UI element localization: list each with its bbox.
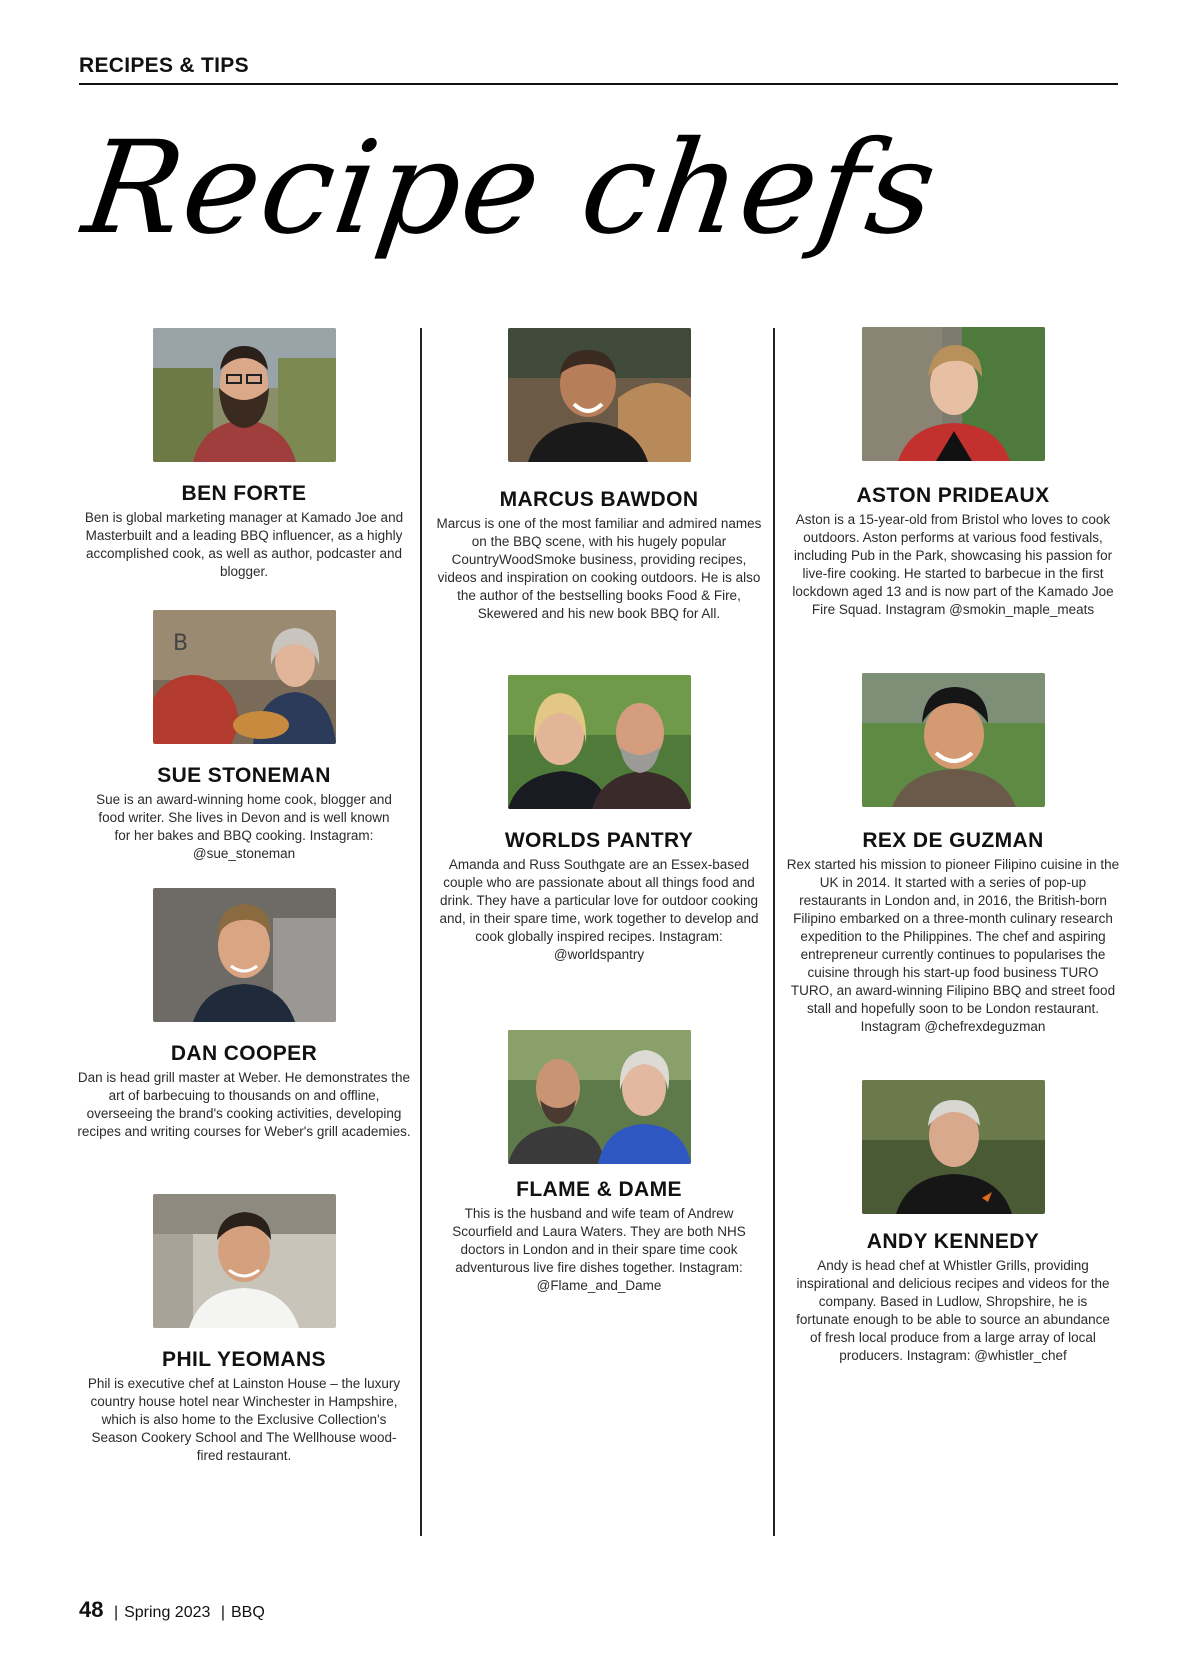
issue-label: Spring 2023 xyxy=(124,1604,211,1621)
chef-photo-ben-forte xyxy=(153,328,336,462)
chef-photo-marcus-bawdon xyxy=(508,328,691,462)
chef-photo-aston-prideaux xyxy=(862,327,1045,461)
chef-name: REX DE GUZMAN xyxy=(862,829,1044,852)
chef-bio: Dan is head grill master at Weber. He demonstrates the art of barbecuing to thousands on and offline, overseeing the brand's cooking activities, developing recipes and writing courses for Weber's grill academies. xyxy=(77,1070,411,1139)
chef-bio: Phil is executive chef at Lainston House – the luxury country house hotel near Winchester in Hampshire, which is also home to the Exclusive Collection's Season Cookery School and The Wellhouse wood-fired restaurant. xyxy=(87,1376,401,1463)
chef-bio: Amanda and Russ Southgate are an Essex-based couple who are passionate about all things food and drink. They have a particular love for outdoor cooking and, in their spare time, work together to develop and cook globally inspired recipes. Instagram: @worldspantry xyxy=(439,857,759,962)
footer-separator: | xyxy=(220,1604,225,1621)
chef-photo-andy-kennedy xyxy=(862,1080,1045,1214)
chef-photo-sue-stoneman xyxy=(153,610,336,744)
chef-bio: Ben is global marketing manager at Kamado Joe and Masterbuilt and a leading BBQ influencer, as a highly accomplished cook, as well as author, podcaster and blogger. xyxy=(84,510,404,579)
section-label: RECIPES & TIPS xyxy=(79,54,249,77)
chef-card-phil-yeomans xyxy=(73,1194,415,1465)
chef-name: FLAME & DAME xyxy=(516,1178,682,1201)
column-divider-left xyxy=(420,328,422,1536)
column-divider-right xyxy=(773,328,775,1536)
chef-bio: Rex started his mission to pioneer Filipino cuisine in the UK in 2014. It started with a series of pop-up restaurants in London and, in 2016, the British-born Filipino embarked on a three-month culinary research expedition to the Philippines. The chef and aspiring entrepreneur currently continues to popularises the cuisine through his start-up food business TURO TURO, an award-winning Filipino BBQ and street food stall and hopefully soon to be London restaurant. Instagram @chefrexdeguzman xyxy=(786,857,1120,1034)
chef-name: WORLDS PANTRY xyxy=(504,829,694,852)
chef-bio: Marcus is one of the most familiar and admired names on the BBQ scene, with his hugely popular CountryWoodSmoke business, providing recipes, videos and inspiration on cooking outdoors. He is also the author of the bestselling books Food & Fire, Skewered and his new book BBQ for All. xyxy=(436,516,762,621)
header-divider xyxy=(79,83,1118,85)
chef-name: SUE STONEMAN xyxy=(157,764,331,787)
chef-name: ASTON PRIDEAUX xyxy=(856,484,1050,507)
chef-name: DAN COOPER xyxy=(170,1042,318,1065)
page-footer xyxy=(79,1597,265,1623)
chef-photo-phil-yeomans xyxy=(153,1194,336,1328)
chef-photo-dan-cooper xyxy=(153,888,336,1022)
chef-bio: This is the husband and wife team of Andrew Scourfield and Laura Waters. They are both NHS doctors in London and in their spare time cook adventurous live fire dishes together. Instagram: @Flame_and_Dame xyxy=(452,1206,746,1293)
chef-bio: Andy is head chef at Whistler Grills, providing inspirational and delicious recipes and videos for the company. Based in Ludlow, Shropshire, he is fortunate enough to be able to source an abundance of fresh local produce from a large array of local producers. Instagram: @whistler_chef xyxy=(796,1258,1110,1363)
chef-name: ANDY KENNEDY xyxy=(866,1230,1040,1253)
footer-separator: | xyxy=(113,1604,119,1621)
chef-name: MARCUS BAWDON xyxy=(499,488,699,511)
chef-card-andy-kennedy xyxy=(782,1080,1124,1365)
chef-bio: Aston is a 15-year-old from Bristol who loves to cook outdoors. Aston performs at various food festivals, including Pub in the Park, showcasing his passion for live-fire cooking. He started to barbecue in the first lockdown aged 13 and is now part of the Kamado Joe Fire Squad. Instagram @smokin_maple_meats xyxy=(792,512,1114,617)
chef-card-worlds-pantry xyxy=(428,675,770,964)
chef-name: PHIL YEOMANS xyxy=(162,1348,326,1371)
magazine-name: BBQ xyxy=(231,1604,265,1621)
chef-bio: Sue is an award-winning home cook, blogger and food writer. She lives in Devon and is well known for her bakes and BBQ cooking. Instagram: @sue_stoneman xyxy=(96,792,392,861)
page-title: Recipe chefs xyxy=(75,114,947,263)
chef-photo-worlds-pantry xyxy=(508,675,691,809)
chef-photo-flame-and-dame xyxy=(508,1030,691,1164)
chef-card-ben-forte xyxy=(73,328,415,581)
chef-card-sue-stoneman xyxy=(73,610,415,863)
page-number: 48 xyxy=(79,1597,104,1622)
svg-text:B: B xyxy=(172,631,188,656)
chef-card-marcus-bawdon xyxy=(428,328,770,623)
chef-card-dan-cooper xyxy=(73,888,415,1141)
chef-name: BEN FORTE xyxy=(181,482,307,505)
chef-card-flame-and-dame xyxy=(428,1030,770,1295)
chef-photo-rex-de-guzman xyxy=(862,673,1045,807)
chef-card-rex-de-guzman xyxy=(782,673,1124,1036)
chef-card-aston-prideaux xyxy=(782,327,1124,619)
